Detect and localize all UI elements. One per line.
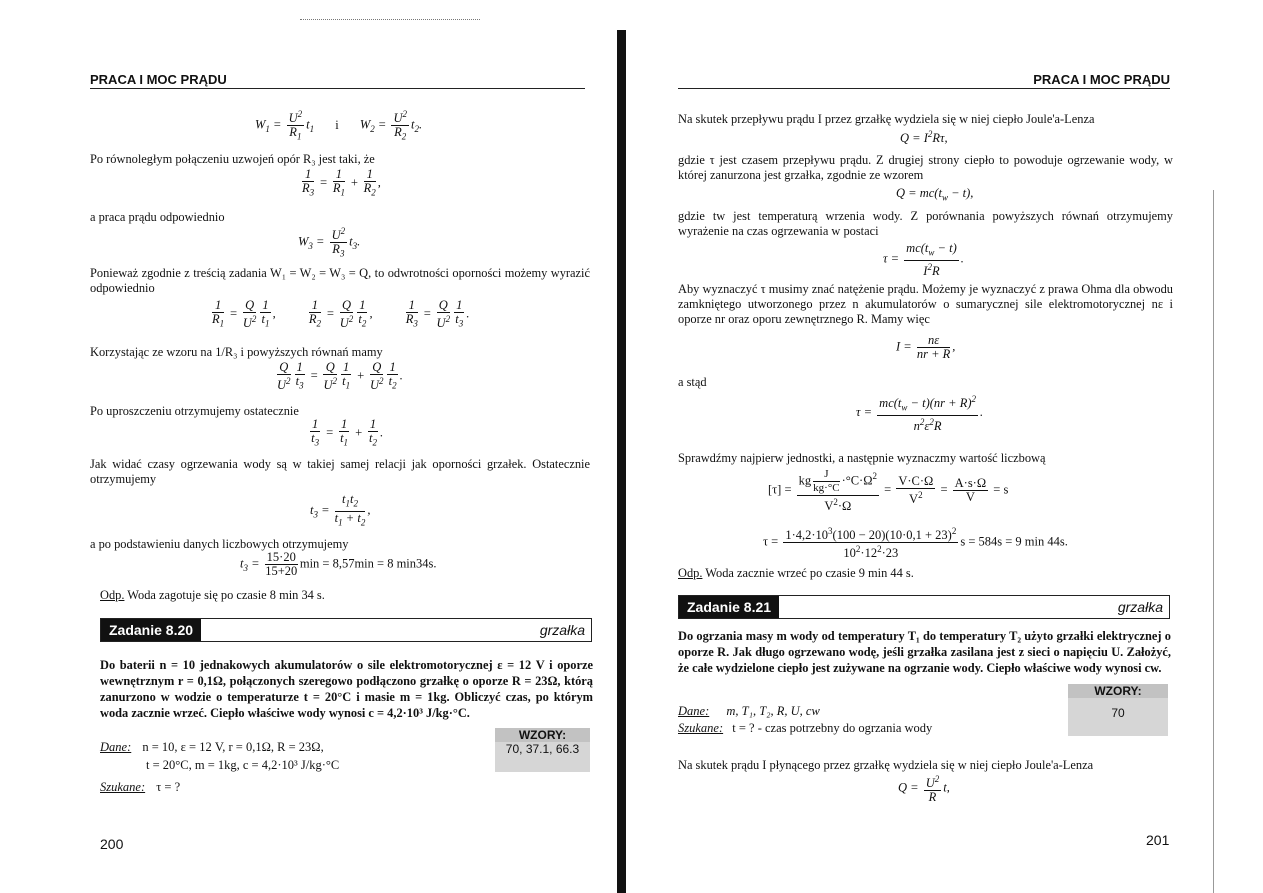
paragraph: Ponieważ zgodnie z treścią zadania W₁ = W₂ = W₃ = Q, to odwrotności oporności możemy wyrazić odpowiednio: [90, 266, 590, 295]
paragraph: Po uproszczeniu otrzymujemy ostatecznie: [90, 404, 299, 418]
formula-joule-2: Q = $\frac{U^2}{R}$ t,: [898, 774, 950, 805]
formula-t3-recip: $\frac{1}{t_3}$ = $\frac{1}{t_1}$ + $\frac{1}{t_2}$ .: [311, 417, 384, 448]
paragraph: Po równoległym połączeniu uzwojeń opór R₃ jest taki, że: [90, 152, 375, 166]
formula-combined: $\frac{Q}{U^2}$ $\frac{1}{t_3}$ = $\frac{Q}{U^2}$ $\frac{1}{t_1}$ + $\frac{Q}{U^2}$ $\frac{1}{t_2}$ .: [277, 360, 403, 393]
formulas-label: WZORY:: [1068, 684, 1168, 698]
answer-label: Odp.: [678, 566, 703, 580]
page-number: 201: [1146, 832, 1170, 848]
paragraph: a stąd: [678, 375, 707, 389]
task-label: Zadanie 8.20: [101, 619, 201, 641]
formula-tau: τ = $\frac{mc(t_w - t)}{I^2R}$ .: [883, 241, 964, 278]
formula-current: I = $\frac{n\varepsilon}{nr + R}$ ,: [896, 333, 956, 361]
sought-row: [678, 721, 932, 736]
answer-text: Woda zacznie wrzeć po czasie 9 min 44 s.: [702, 566, 914, 580]
paragraph: a po podstawieniu danych liczbowych otrzymujemy: [90, 537, 349, 551]
header-rule: [90, 88, 585, 89]
formula-w3: $W_3$ = $\frac{U^2}{R_3}$ $t_3$.: [298, 226, 361, 259]
formula-w1-w2: $W_1$ = $\frac{U^2}{R_1}$ $t_1$ i $W_2$ = $\frac{U^2}{R_2}$ $t_2$.: [255, 109, 423, 142]
given-values: t = 20°C, m = 1kg, c = 4,2·10³ J/kg·°C: [146, 758, 340, 772]
formula-t3-value: $t_3$ = $\frac{15\cdot 20}{15+20}$ min = 8,57min = 8 min34s.: [240, 550, 437, 578]
answer: [100, 588, 580, 603]
paragraph: gdzie tw jest temperaturą wrzenia wody. Z porównania powyższych równań otrzymujemy wyrażenie na czas ogrzewania w postaci: [678, 209, 1173, 238]
task-keyword: grzałka: [539, 622, 585, 638]
paragraph: Sprawdźmy najpierw jednostki, a następnie wyznaczmy wartość liczbową: [678, 451, 1046, 465]
left-page: [0, 0, 620, 893]
formula-heat: $Q = mc(t_w - t)$,: [896, 186, 974, 203]
sought-label: Szukane:: [678, 721, 724, 735]
answer-label: Odp.: [100, 588, 125, 602]
formulas-ref: 70, 37.1, 66.3: [505, 742, 580, 756]
given-values: m, T₁, T₂, R, U, cw: [726, 704, 820, 718]
paragraph: gdzie τ jest czasem przepływu prądu. Z drugiej strony ciepło to powoduje ogrzewanie wody, w której zanurzona jest grzałka, zgodnie ze wzorem: [678, 153, 1173, 182]
formula-joule: $Q = I^2R\tau$,: [900, 129, 948, 146]
given-row: [678, 704, 820, 719]
formula-reciprocals: $\frac{1}{R_1}$ = $\frac{Q}{U^2}$ $\frac{1}{t_1}$ , $\frac{1}{R_2}$ = $\frac{Q}{U^2}$ $\frac{1}{t_2}$ , $\frac{1}{R_3}$ = $\frac{Q}{U^2}$ $\frac{1}{t_3}$ .: [212, 298, 470, 331]
page-header: PRACA I MOC PRĄDU: [90, 72, 227, 87]
sought-row: [100, 780, 180, 795]
formulas-box: [495, 728, 590, 772]
formula-tau-full: τ = $\frac{mc(t_w - t)(nr + R)^2}{n^2\varepsilon^2R}$ .: [856, 394, 984, 433]
task-header-bar: [678, 595, 1170, 619]
given-label: Dane:: [678, 704, 710, 718]
paragraph: Jak widać czasy ogrzewania wody są w takiej samej relacji jak oporności grzałek. Ostatecznie otrzymujemy: [90, 457, 590, 486]
paragraph: Aby wyznaczyć τ musimy znać natężenie prądu. Możemy je wyznaczyć z prawa Ohma dla obwodu zamkniętego utworzonego przez n akumulatorów o sumarycznej sile elektromotorycznej nε i oporze nr oraz oporu zewnętrznego R. Mamy więc: [678, 282, 1173, 326]
task-statement: Do baterii n = 10 jednakowych akumulatorów o sile elektromotorycznej ε = 12 V i oporze wewnętrznym r = 0,1Ω, połączonych szeregowo podłączono grzałkę o oporze R = 23Ω, którą zanurzono w wodzie o temperaturze t = 20°C i masie m = 1kg. Obliczyć czas, po którym woda zacznie wrzeć. Ciepło właściwe wody wynosi c = 4,2·10³ J/kg·°C.: [100, 658, 593, 720]
task-label: Zadanie 8.21: [679, 596, 779, 618]
answer-text: Woda zagotuje się po czasie 8 min 34 s.: [124, 588, 325, 602]
answer: [678, 566, 1158, 581]
given-label: Dane:: [100, 740, 132, 754]
page-number: 200: [100, 836, 124, 852]
paragraph: Na skutek prądu I płynącego przez grzałkę wydziela się w niej ciepło Joule'a-Lenza: [678, 758, 1094, 772]
sought-label: Szukane:: [100, 780, 146, 794]
right-page: [628, 0, 1263, 893]
formula-tau-value: τ = $\frac{1\cdot 4,2\cdot 10^3(100 - 20)(10\cdot 0,1 + 23)^2}{10^2\cdot 12^2\cdot 23}$ s = 584s = 9 min 44s.: [763, 526, 1068, 561]
given-values: n = 10, ε = 12 V, r = 0,1Ω, R = 23Ω,: [142, 740, 324, 754]
header-rule: [678, 88, 1170, 89]
formulas-label: WZORY:: [495, 728, 590, 742]
sought-value: τ = ?: [156, 780, 181, 794]
formulas-box: [1068, 684, 1168, 736]
formula-t3: $t_3$ = $\frac{t_1t_2}{t_1 + t_2}$ ,: [310, 492, 371, 527]
task-statement: Do ogrzania masy m wody od temperatury T₁ do temperatury T₂ użyto grzałki elektrycznej o oporze R. Jak długo ogrzewano wodę, jeśli grzałka zasilana jest z sieci o napięciu U. Założyć, że całe wydzielone ciepło jest zużywane na ogrzanie wody. Ciepło właściwe wody wynosi cw.: [678, 629, 1171, 675]
page-header: PRACA I MOC PRĄDU: [1033, 72, 1170, 87]
sought-value: t = ? - czas potrzebny do ogrzania wody: [732, 721, 933, 735]
formula-r3: $\frac{1}{R_3}$ = $\frac{1}{R_1}$ + $\frac{1}{R_2}$ ,: [302, 167, 381, 198]
paragraph: Korzystając ze wzoru na 1/R₃ i powyższych równań mamy: [90, 345, 383, 359]
formula-units: [τ] = kg $\frac{J}{kg\cdot^\circ C}$ $\cdot^\circ C\cdot\Omega^2$ $V^2\cdot\Omega$ = $\frac{V\cdot C\cdot\Omega}{V^2}$ = $\frac{A\cdot s\cdot\Omega}{V}$ = s: [768, 468, 1009, 514]
paragraph: Na skutek przepływu prądu I przez grzałkę wydziela się w niej ciepło Joule'a-Lenza: [678, 112, 1095, 126]
given-row: [100, 740, 324, 755]
formulas-ref: 70: [1111, 706, 1125, 720]
task-keyword: grzałka: [1117, 599, 1163, 615]
task-header-bar: [100, 618, 592, 642]
paragraph: a praca prądu odpowiednio: [90, 210, 225, 224]
